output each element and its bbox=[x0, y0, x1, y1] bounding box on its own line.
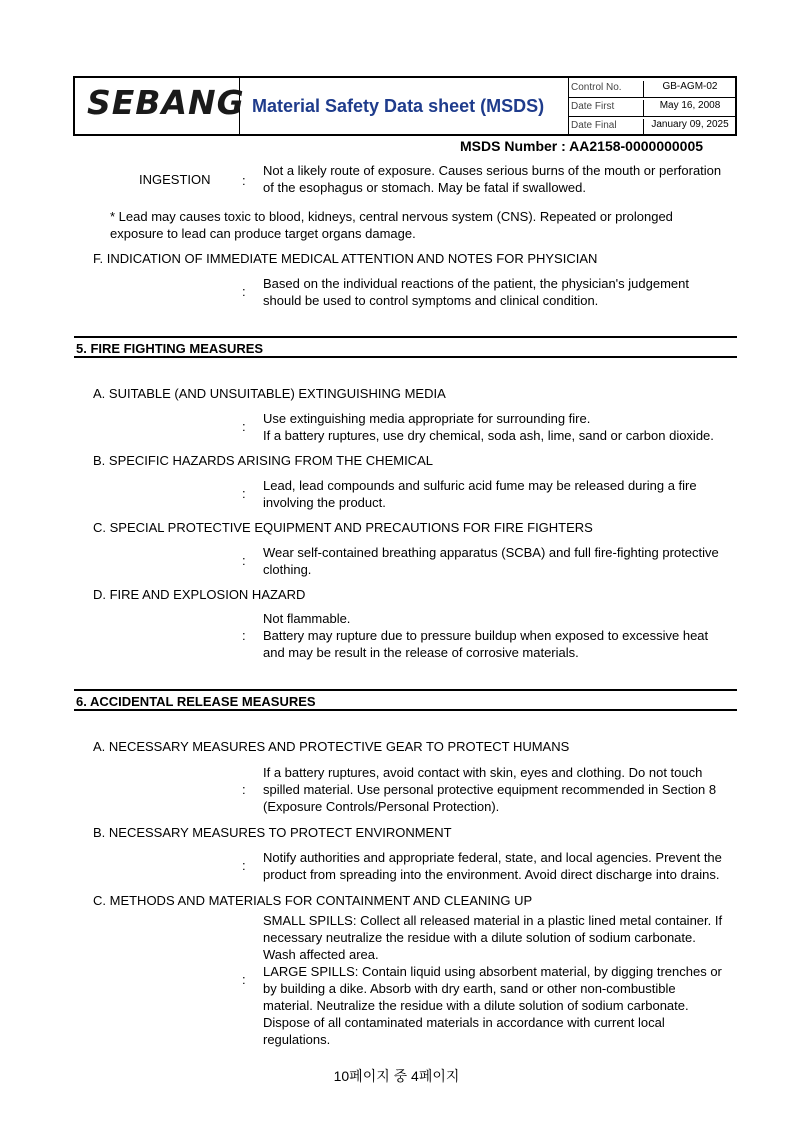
text-line: Not a likely route of exposure. Causes serious burns of the mouth or perforation bbox=[263, 163, 722, 178]
date-first-value: May 16, 2008 bbox=[643, 100, 736, 116]
text-line: Dispose of all contaminated materials in accordance with current local bbox=[263, 1015, 665, 1030]
section-4f-heading: F. INDICATION OF IMMEDIATE MEDICAL ATTENTION AND NOTES FOR PHYSICIAN bbox=[93, 251, 598, 266]
text-line: Notify authorities and appropriate federal, state, and local agencies. Prevent the bbox=[263, 850, 722, 865]
text-line: LARGE SPILLS: Contain liquid using absorbent material, by digging trenches or bbox=[263, 964, 722, 979]
text-line: If a battery ruptures, avoid contact with skin, eyes and clothing. Do not touch bbox=[263, 765, 703, 780]
section-5a-text bbox=[263, 410, 714, 444]
date-final-label: Date Final bbox=[571, 120, 617, 131]
section-5b-text bbox=[263, 477, 697, 511]
text-line: Not flammable. bbox=[263, 611, 351, 626]
control-no-row bbox=[569, 78, 735, 98]
ingestion-colon: : bbox=[242, 173, 246, 188]
text-line: product from spreading into the environment. Avoid direct discharge into drains. bbox=[263, 867, 720, 882]
section-5c-text bbox=[263, 544, 719, 578]
date-final-value: January 09, 2025 bbox=[643, 119, 736, 135]
section-6a-colon: : bbox=[242, 782, 246, 797]
text-line: SMALL SPILLS: Collect all released material in a plastic lined metal container. If bbox=[263, 913, 723, 928]
section-6a-text bbox=[263, 764, 716, 815]
section-5b-heading: B. SPECIFIC HAZARDS ARISING FROM THE CHEMICAL bbox=[93, 453, 433, 468]
section-5-title: 5. FIRE FIGHTING MEASURES bbox=[76, 341, 264, 356]
text-line: should be used to control symptoms and clinical condition. bbox=[263, 293, 599, 308]
text-line: regulations. bbox=[263, 1032, 331, 1047]
text-line: by building a dike. Absorb with dry earth, sand or other non-combustible bbox=[263, 981, 676, 996]
text-line: and may be result in the release of corrosive materials. bbox=[263, 645, 579, 660]
section-6a-heading: A. NECESSARY MEASURES AND PROTECTIVE GEAR TO PROTECT HUMANS bbox=[93, 739, 570, 754]
text-line: (Exposure Controls/Personal Protection). bbox=[263, 799, 500, 814]
ingestion-text bbox=[263, 162, 721, 196]
section-4f-colon: : bbox=[242, 284, 246, 299]
section-5-title-bar bbox=[74, 336, 737, 358]
section-4f-text bbox=[263, 275, 689, 309]
section-5d-text bbox=[263, 610, 708, 661]
text-line: of the esophagus or stomach. May be fatal if swallowed. bbox=[263, 180, 587, 195]
section-5c-colon: : bbox=[242, 553, 246, 568]
date-first-label: Date First bbox=[571, 101, 615, 112]
text-line: material. Neutralize the residue with a dilute solution of sodium carbonate. bbox=[263, 998, 689, 1013]
section-5a-colon: : bbox=[242, 419, 246, 434]
text-line: involving the product. bbox=[263, 495, 386, 510]
section-5b-colon: : bbox=[242, 486, 246, 501]
section-6c-colon: : bbox=[242, 972, 246, 987]
control-no-value: GB-AGM-02 bbox=[643, 81, 736, 97]
section-5c-heading: C. SPECIAL PROTECTIVE EQUIPMENT AND PRECAUTIONS FOR FIRE FIGHTERS bbox=[93, 520, 593, 535]
date-final-row bbox=[569, 116, 735, 135]
control-no-label: Control No. bbox=[571, 82, 622, 93]
text-line: * Lead may causes toxic to blood, kidneys, central nervous system (CNS). Repeated or prolonged bbox=[110, 209, 673, 224]
text-line: Use extinguishing media appropriate for surrounding fire. bbox=[263, 411, 591, 426]
document-info-table bbox=[569, 78, 735, 134]
msds-number: MSDS Number : AA2158-0000000005 bbox=[460, 138, 704, 154]
text-line: Lead, lead compounds and sulfuric acid fume may be released during a fire bbox=[263, 478, 697, 493]
text-line: Based on the individual reactions of the patient, the physician's judgement bbox=[263, 276, 689, 291]
section-6c-heading: C. METHODS AND MATERIALS FOR CONTAINMENT AND CLEANING UP bbox=[93, 893, 533, 908]
document-header bbox=[73, 76, 737, 136]
text-line: If a battery ruptures, use dry chemical, soda ash, lime, sand or carbon dioxide. bbox=[263, 428, 714, 443]
text-line: Wear self-contained breathing apparatus (SCBA) and full fire-fighting protective bbox=[263, 545, 719, 560]
title-cell bbox=[240, 78, 569, 134]
section-6-title: 6. ACCIDENTAL RELEASE MEASURES bbox=[76, 694, 316, 709]
section-6b-heading: B. NECESSARY MEASURES TO PROTECT ENVIRONMENT bbox=[93, 825, 452, 840]
date-first-row bbox=[569, 97, 735, 117]
section-6b-text bbox=[263, 849, 722, 883]
document-title: Material Safety Data sheet (MSDS) bbox=[252, 96, 545, 116]
section-6b-colon: : bbox=[242, 858, 246, 873]
text-line: exposure to lead can produce target organs damage. bbox=[110, 226, 416, 241]
ingestion-label: INGESTION bbox=[139, 172, 211, 187]
text-line: clothing. bbox=[263, 562, 312, 577]
logo-cell bbox=[75, 78, 245, 134]
lead-note bbox=[110, 208, 673, 242]
section-6c-text bbox=[263, 912, 722, 1048]
text-line: spilled material. Use personal protective equipment recommended in Section 8 bbox=[263, 782, 717, 797]
section-5a-heading: A. SUITABLE (AND UNSUITABLE) EXTINGUISHING MEDIA bbox=[93, 386, 446, 401]
page-footer: 10페이지 중 4페이지 bbox=[333, 1068, 460, 1084]
section-5d-heading: D. FIRE AND EXPLOSION HAZARD bbox=[93, 587, 306, 602]
text-line: Wash affected area. bbox=[263, 947, 379, 962]
sebang-logo: SEBANG bbox=[87, 83, 245, 122]
text-line: necessary neutralize the residue with a dilute solution of sodium carbonate. bbox=[263, 930, 696, 945]
text-line: Battery may rupture due to pressure buildup when exposed to excessive heat bbox=[263, 628, 709, 643]
section-5d-colon: : bbox=[242, 628, 246, 643]
section-6-title-bar bbox=[74, 689, 737, 711]
